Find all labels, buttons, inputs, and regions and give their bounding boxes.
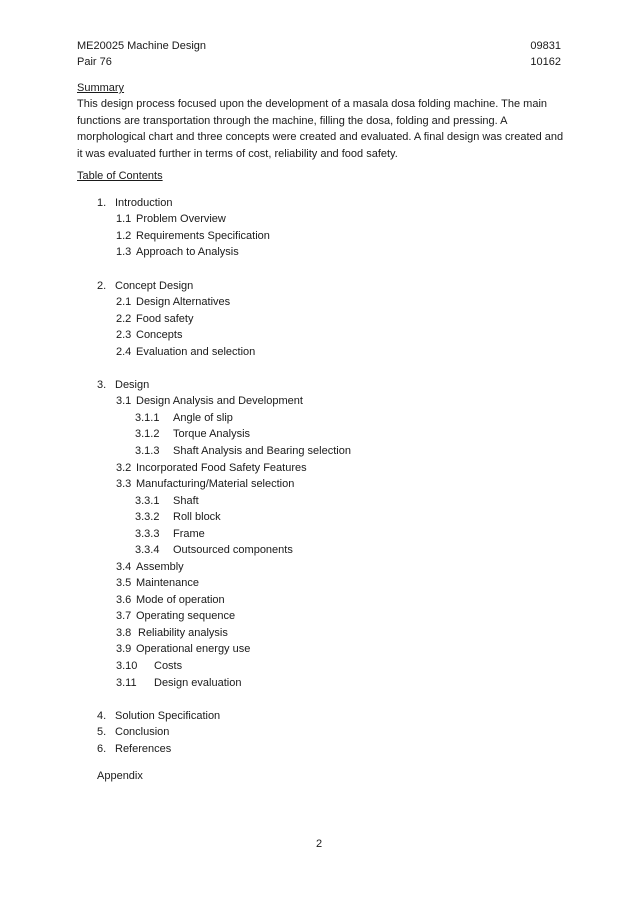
header-id-1: 09831 bbox=[530, 40, 561, 52]
toc-entry-number: 3.1 bbox=[116, 395, 132, 407]
toc-entry-title: Evaluation and selection bbox=[136, 346, 256, 358]
toc-entry-title: Design Analysis and Development bbox=[136, 395, 303, 407]
toc-entry-title: Design Alternatives bbox=[136, 296, 231, 308]
header-course: ME20025 Machine Design bbox=[77, 40, 207, 52]
toc-entry-title: Requirements Specification bbox=[136, 230, 270, 242]
toc-entry-title: Operating sequence bbox=[136, 610, 236, 622]
toc-entry-number: 3. bbox=[97, 379, 107, 391]
toc-entry-number: 2.1 bbox=[116, 296, 132, 308]
toc-entry-title: Conclusion bbox=[115, 726, 170, 738]
toc-entry-title: Concept Design bbox=[115, 280, 194, 292]
toc-entry-number: 3.3.2 bbox=[135, 511, 160, 523]
toc-heading: Table of Contents bbox=[77, 170, 163, 182]
toc-entry-title: Introduction bbox=[115, 197, 173, 209]
toc-appendix: Appendix bbox=[97, 770, 143, 782]
toc-entry-title: Frame bbox=[173, 528, 205, 540]
toc-entry-number: 3.4 bbox=[116, 561, 132, 573]
toc-entry-title: Solution Specification bbox=[115, 710, 221, 722]
header-pair: Pair 76 bbox=[77, 56, 112, 68]
toc-entry-title: Shaft Analysis and Bearing selection bbox=[173, 445, 351, 457]
toc-entry-title: Mode of operation bbox=[136, 594, 225, 606]
toc-entry-number: 4. bbox=[97, 710, 107, 722]
toc-entry-number: 2. bbox=[97, 280, 107, 292]
toc-entry-title: Costs bbox=[154, 660, 183, 672]
toc-entry-title: Design bbox=[115, 379, 150, 391]
toc-entry-number: 3.3.4 bbox=[135, 544, 160, 556]
toc-entry-title: Angle of slip bbox=[173, 412, 233, 424]
toc-entry-title: Assembly bbox=[136, 561, 184, 573]
toc-entry-number: 3.7 bbox=[116, 610, 132, 622]
toc-entry-title: Incorporated Food Safety Features bbox=[136, 462, 307, 474]
toc-entry-number: 3.8 bbox=[116, 627, 132, 639]
toc-entry-title: Roll block bbox=[173, 511, 221, 523]
toc-entry-number: 2.2 bbox=[116, 313, 132, 325]
toc-entry-title: Manufacturing/Material selection bbox=[136, 478, 295, 490]
toc-entry-title: Food safety bbox=[136, 313, 194, 325]
toc-entry-title: Torque Analysis bbox=[173, 428, 251, 440]
toc-entry-title: Shaft bbox=[173, 495, 199, 507]
toc-entry-title: Concepts bbox=[136, 329, 183, 341]
toc-entry-number: 1.2 bbox=[116, 230, 132, 242]
toc-entry-number: 3.3.1 bbox=[135, 495, 160, 507]
toc-entry-title: Outsourced components bbox=[173, 544, 293, 556]
toc-entry-number: 3.10 bbox=[116, 660, 138, 672]
toc-entry-title: Problem Overview bbox=[136, 213, 226, 225]
toc-entry-number: 1. bbox=[97, 197, 107, 209]
toc-entry-number: 1.3 bbox=[116, 246, 132, 258]
toc-entry-title: Maintenance bbox=[136, 577, 199, 589]
toc-entry-title: Design evaluation bbox=[154, 677, 242, 689]
toc-entry-number: 6. bbox=[97, 743, 107, 755]
toc-entry-number: 1.1 bbox=[116, 213, 132, 225]
toc-entry-title: Reliability analysis bbox=[138, 627, 228, 639]
toc-entry-title: References bbox=[115, 743, 172, 755]
toc-entry-number: 3.1.2 bbox=[135, 428, 160, 440]
page-number: 2 bbox=[315, 838, 323, 850]
toc-entry-title: Operational energy use bbox=[136, 643, 251, 655]
summary-heading: Summary bbox=[77, 82, 125, 94]
toc-entry-number: 2.3 bbox=[116, 329, 132, 341]
toc-entry-number: 5. bbox=[97, 726, 107, 738]
summary-paragraph: This design process focused upon the development of a masala dosa folding machine. The main functions are transportation through the machine, filling the dosa, folding and pressing. A morphological chart and three concepts were created and evaluated. A final design was created and it was evaluated further in terms of cost, reliability and food safety. bbox=[77, 98, 564, 160]
toc-entry-number: 3.5 bbox=[116, 577, 132, 589]
header-id-2: 10162 bbox=[530, 56, 561, 68]
toc-entry-number: 3.2 bbox=[116, 462, 132, 474]
toc-entry-number: 3.3.3 bbox=[135, 528, 160, 540]
toc-entry-number: 3.1.3 bbox=[135, 445, 160, 457]
toc-entry-number: 3.11 bbox=[116, 677, 137, 689]
toc-entry-number: 3.9 bbox=[116, 643, 132, 655]
toc-entry-number: 3.3 bbox=[116, 478, 132, 490]
toc-entry-number: 2.4 bbox=[116, 346, 132, 358]
toc-entry-title: Approach to Analysis bbox=[136, 246, 239, 258]
toc-entry-number: 3.1.1 bbox=[135, 412, 160, 424]
toc-entry-number: 3.6 bbox=[116, 594, 132, 606]
